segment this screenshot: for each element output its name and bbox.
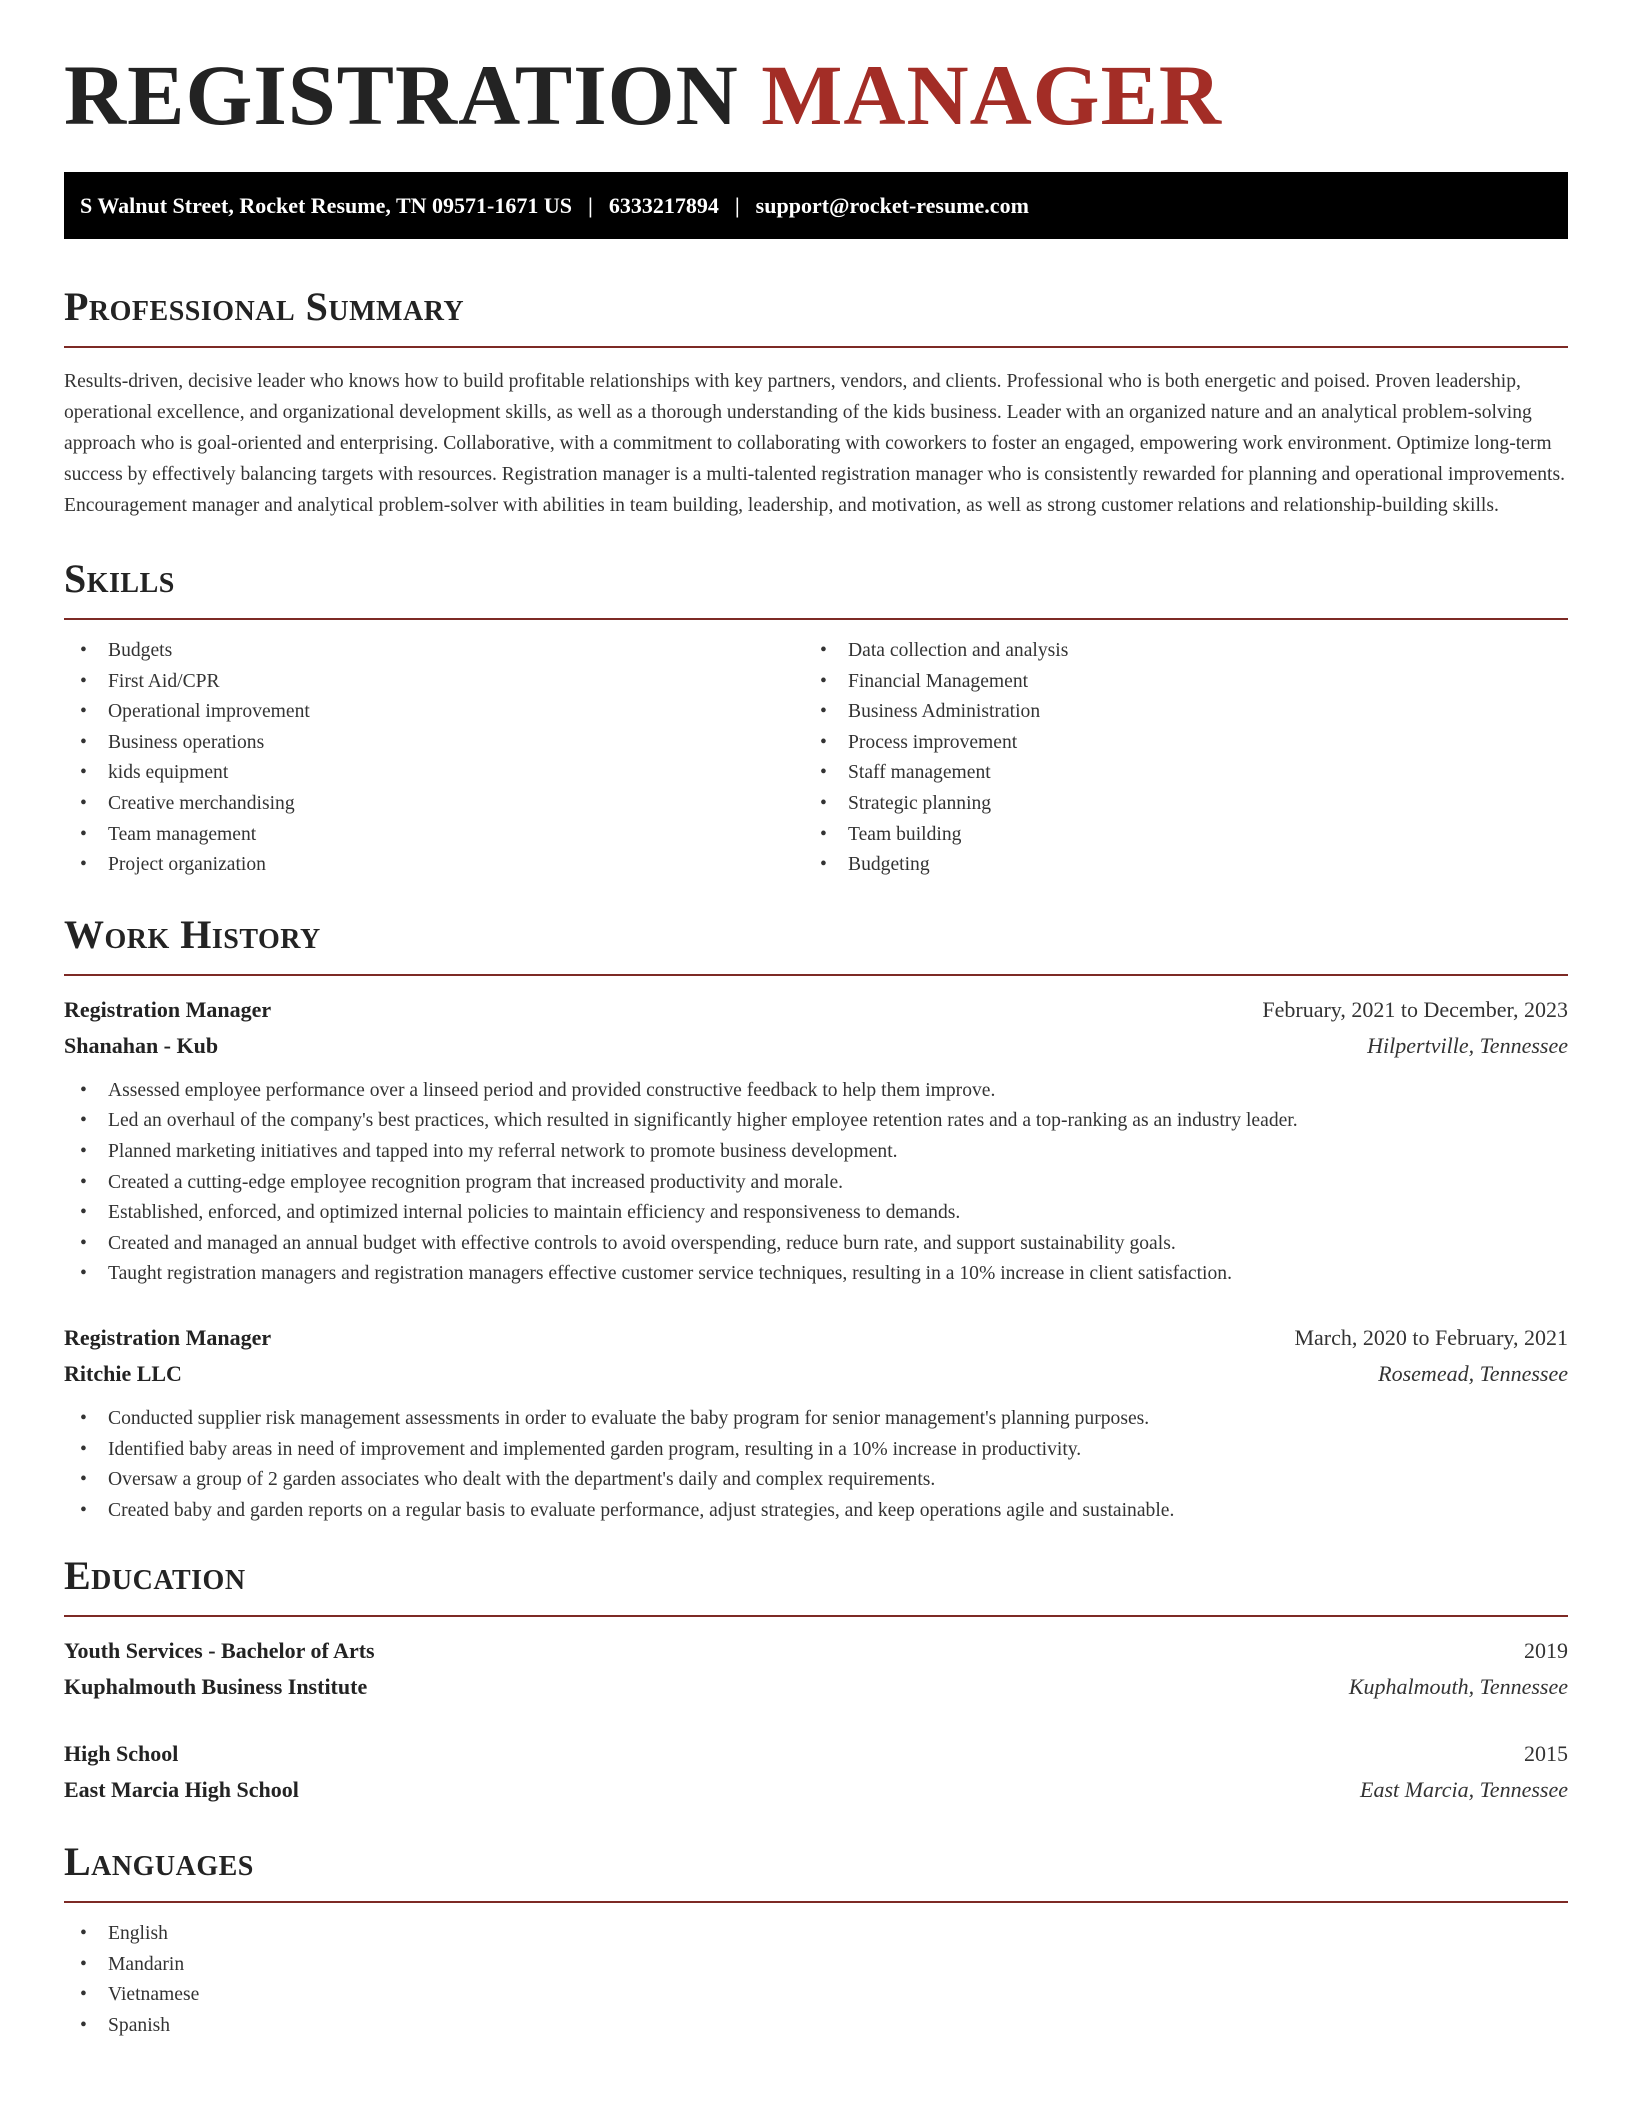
- skill-item: • Team management: [64, 820, 804, 851]
- summary-section: [64, 284, 1568, 521]
- education-section: [64, 1553, 1568, 1808]
- job-title: Registration Manager: [64, 1324, 272, 1350]
- job-header-row: [64, 1320, 1568, 1356]
- summary-text: Results-driven, decisive leader who knows how to build profitable relationships with key partners, vendors, and clients. Professional who is both energetic and poised. Proven leadership, operational excellence, and organizational development skills, as well as a thorough understanding of the kids business. Leader with an organized nature and an analytical problem-solving approach who is goal-oriented and enterprising. Collaborative, with a commitment to collaborating with coworkers to foster an engaged, empowering work environment. Optimize long-term success by effectively balancing targets with resources. Registration manager is a multi-talented registration manager who is consistently rewarded for planning and operational improvements. Encouragement manager and analytical problem-solver with abilities in team building, leadership, and motivation, as well as strong customer relations and relationship-building skills.: [64, 371, 1566, 516]
- education-school-row: [64, 1669, 1568, 1705]
- skills-list-right: [804, 636, 1544, 881]
- job-bullet: • Planned marketing initiatives and tapped into my referral network to promote business development.: [64, 1137, 1568, 1168]
- job-entry: [64, 992, 1568, 1290]
- job-entry: [64, 1320, 1568, 1526]
- skill-item: • Team building: [804, 820, 1544, 851]
- job-bullet: • Identified baby areas in need of improvement and implemented garden program, resulting in a 10% increase in productivity.: [64, 1435, 1568, 1466]
- job-title: Registration Manager: [64, 996, 272, 1022]
- education-location: East Marcia, Tennessee: [1360, 1777, 1568, 1803]
- skills-grid: [64, 636, 1568, 881]
- section-divider: [64, 1901, 1568, 1903]
- section-divider: [64, 974, 1568, 976]
- skills-list-left: [64, 636, 804, 881]
- section-heading-summary: Professional Summary: [64, 284, 465, 329]
- job-location: Rosemead, Tennessee: [1378, 1360, 1568, 1386]
- skill-item: • Budgeting: [804, 850, 1544, 881]
- skill-item: • Financial Management: [804, 667, 1544, 698]
- education-school: East Marcia High School: [64, 1777, 299, 1803]
- languages-list: [64, 1919, 1568, 2041]
- section-heading-skills: Skills: [64, 556, 175, 601]
- skills-column-right: [804, 636, 1544, 881]
- job-location: Hilpertville, Tennessee: [1367, 1032, 1568, 1058]
- work-section: [64, 911, 1568, 1527]
- job-list: [64, 992, 1568, 1527]
- skill-item: • Data collection and analysis: [804, 636, 1544, 667]
- job-bullet: • Created and managed an annual budget with effective controls to avoid overspending, reduce burn rate, and support sustainability goals.: [64, 1229, 1568, 1260]
- skill-item: • Staff management: [804, 758, 1544, 789]
- job-company-row: [64, 1028, 1568, 1064]
- language-item: • English: [64, 1919, 1568, 1950]
- contact-phone: 6333217894: [608, 192, 719, 218]
- job-company: Ritchie LLC: [64, 1360, 182, 1386]
- skill-item: • Budgets: [64, 636, 804, 667]
- title-first: REGISTRATION: [64, 47, 739, 143]
- job-header-row: [64, 992, 1568, 1028]
- education-school-row: [64, 1772, 1568, 1808]
- job-dates: March, 2020 to February, 2021: [1294, 1324, 1568, 1350]
- contact-bar: [64, 172, 1568, 239]
- education-degree: High School: [64, 1741, 179, 1767]
- job-dates: February, 2021 to December, 2023: [1262, 996, 1568, 1022]
- skill-item: • kids equipment: [64, 758, 804, 789]
- section-divider: [64, 346, 1568, 348]
- education-school: Kuphalmouth Business Institute: [64, 1674, 368, 1700]
- languages-section: [64, 1839, 1568, 2041]
- education-list: [64, 1633, 1568, 1808]
- section-heading-education: Education: [64, 1553, 246, 1599]
- job-bullet-list: [64, 1404, 1568, 1526]
- contact-separator: |: [734, 192, 740, 218]
- job-bullet: • Assessed employee performance over a linseed period and provided constructive feedback to help them improve.: [64, 1076, 1568, 1107]
- skill-item: • Strategic planning: [804, 789, 1544, 820]
- job-bullet: • Oversaw a group of 2 garden associates who dealt with the department's daily and complex requirements.: [64, 1465, 1568, 1496]
- job-bullet: • Taught registration managers and registration managers effective customer service techniques, resulting in a 10% increase in client satisfaction.: [64, 1259, 1568, 1290]
- education-header-row: [64, 1633, 1568, 1669]
- language-item: • Spanish: [64, 2011, 1568, 2042]
- education-location: Kuphalmouth, Tennessee: [1348, 1674, 1568, 1700]
- job-bullet-list: [64, 1076, 1568, 1290]
- language-item: • Vietnamese: [64, 1980, 1568, 2011]
- language-item: • Mandarin: [64, 1950, 1568, 1981]
- education-header-row: [64, 1736, 1568, 1772]
- section-heading-work: Work History: [64, 911, 321, 957]
- title-second: MANAGER: [761, 47, 1223, 143]
- job-bullet: • Created baby and garden reports on a regular basis to evaluate performance, adjust strategies, and keep operations agile and sustainable.: [64, 1496, 1568, 1527]
- job-company-row: [64, 1356, 1568, 1392]
- section-divider: [64, 1615, 1568, 1617]
- job-bullet: • Established, enforced, and optimized internal policies to maintain efficiency and responsiveness to demands.: [64, 1198, 1568, 1229]
- education-degree: Youth Services - Bachelor of Arts: [64, 1638, 375, 1664]
- skill-item: • Process improvement: [804, 728, 1544, 759]
- job-bullet: • Conducted supplier risk management assessments in order to evaluate the baby program for senior management's planning purposes.: [64, 1404, 1568, 1435]
- skill-item: • Business Administration: [804, 697, 1544, 728]
- skill-item: • Operational improvement: [64, 697, 804, 728]
- resume-title: [64, 47, 1568, 143]
- section-heading-languages: Languages: [64, 1839, 254, 1885]
- section-divider: [64, 618, 1568, 620]
- skill-item: • Business operations: [64, 728, 804, 759]
- contact-separator: |: [587, 192, 593, 218]
- job-bullet: • Led an overhaul of the company's best practices, which resulted in significantly higher employee retention rates and a top-ranking as an industry leader.: [64, 1106, 1568, 1137]
- education-year: 2015: [1524, 1741, 1568, 1767]
- job-company: Shanahan - Kub: [64, 1032, 219, 1058]
- skills-column-left: [64, 636, 804, 881]
- skill-item: • First Aid/CPR: [64, 667, 804, 698]
- contact-address: S Walnut Street, Rocket Resume, TN 09571-1671 US: [80, 192, 572, 218]
- skill-item: • Project organization: [64, 850, 804, 881]
- education-year: 2019: [1524, 1638, 1568, 1664]
- skill-item: • Creative merchandising: [64, 789, 804, 820]
- skills-section: [64, 556, 1568, 881]
- education-entry: [64, 1736, 1568, 1808]
- contact-email: support@rocket-resume.com: [755, 192, 1029, 218]
- job-bullet: • Created a cutting-edge employee recognition program that increased productivity and morale.: [64, 1168, 1568, 1199]
- education-entry: [64, 1633, 1568, 1705]
